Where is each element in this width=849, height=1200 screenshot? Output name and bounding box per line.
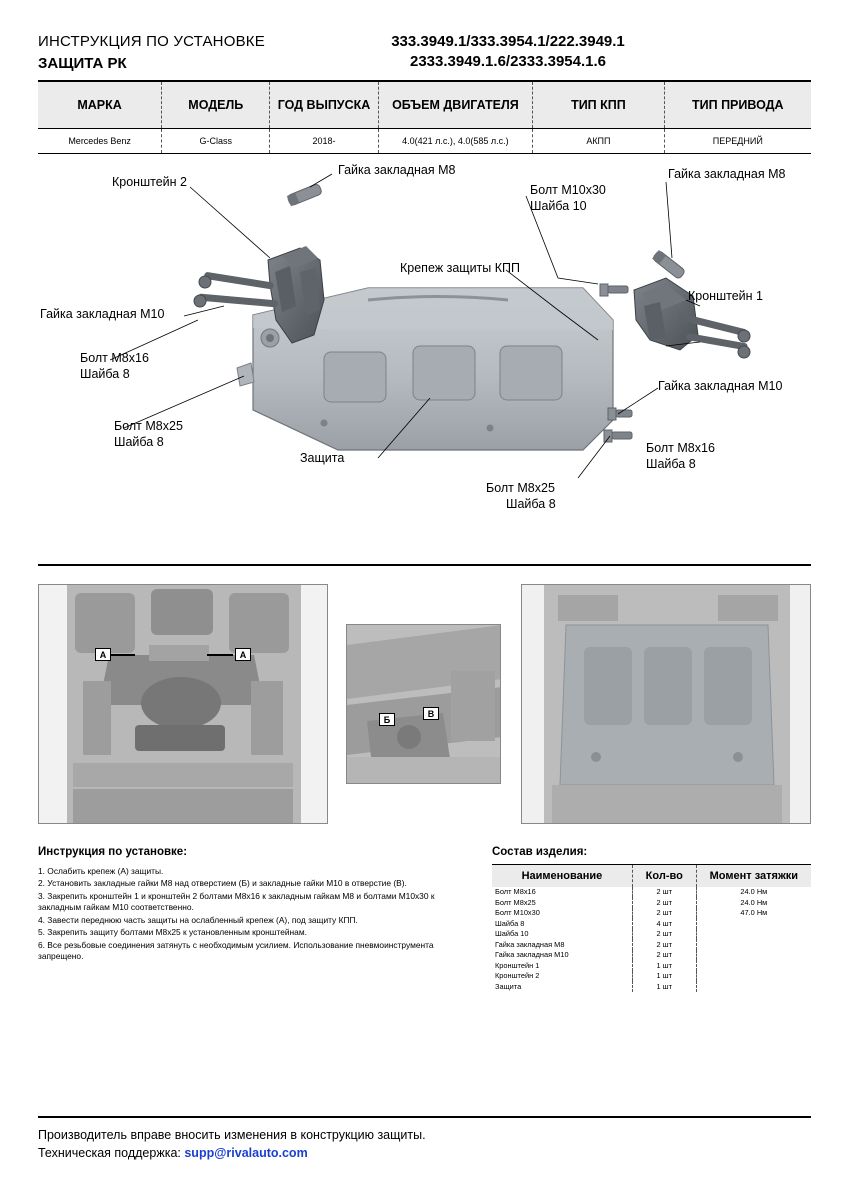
bom-torque xyxy=(696,981,811,992)
footer-divider xyxy=(38,1116,811,1118)
instruction-step-2: 2. Установить закладные гайки М8 над отверстием (Б) и закладные гайки М10 в отверстие (В). xyxy=(38,878,407,888)
spec-value-row xyxy=(38,128,811,153)
exploded-assembly-diagram xyxy=(38,160,811,560)
bom-qty: 1 шт xyxy=(632,960,696,971)
table-row xyxy=(492,950,811,961)
bom-torque xyxy=(696,918,811,929)
label-bolt-m8x25-left: Болт М8х25 xyxy=(114,418,183,433)
instructions-title: Инструкция по установке: xyxy=(38,845,188,858)
page-title: ИНСТРУКЦИЯ ПО УСТАНОВКЕ xyxy=(38,33,265,50)
table-row xyxy=(492,908,811,919)
label-bolt-m8x16-right: Болт М8х16 xyxy=(646,440,715,455)
table-row xyxy=(492,929,811,940)
bottom-section xyxy=(38,846,811,992)
spec-header-row xyxy=(38,82,811,128)
bom-qty: 2 шт xyxy=(632,908,696,919)
support-email-link[interactable]: supp@rivalauto.com xyxy=(184,1146,308,1160)
product-codes xyxy=(298,32,718,72)
label-washer-10: Шайба 10 xyxy=(530,198,587,213)
bom-header-row xyxy=(492,865,811,887)
bom-title: Состав изделия: xyxy=(492,845,588,858)
photo-installed-guard xyxy=(521,584,811,824)
spec-value-transmission: АКПП xyxy=(533,128,664,153)
bom-qty: 2 шт xyxy=(632,887,696,898)
spec-header-brand: МАРКА xyxy=(38,82,162,128)
instruction-step-4: 4. Завести переднюю часть защиты на ослабленный крепеж (А), под защиту КПП. xyxy=(38,914,358,925)
bom-qty: 4 шт xyxy=(632,918,696,929)
product-codes-line2: 2333.3949.1.6/2333.3954.1.6 xyxy=(409,53,607,70)
bom-name: Болт М10х30 xyxy=(492,908,632,919)
label-bracket-2: Кронштейн 2 xyxy=(112,174,187,189)
bom-header-qty: Кол-во xyxy=(632,865,696,887)
table-row xyxy=(492,887,811,898)
callout-a-left-arrow xyxy=(111,654,135,656)
label-washer-8-left-2: Шайба 8 xyxy=(114,434,164,449)
instruction-step-6: 6. Все резьбовые соединения затянуть с необходимым усилием. Использование пневмоинструмента запрещено. xyxy=(38,939,434,961)
bom-name: Болт М8х16 xyxy=(492,887,632,898)
spec-header-model: МОДЕЛЬ xyxy=(162,82,270,128)
callout-a-right: A xyxy=(235,648,251,661)
label-weld-nut-m10-left: Гайка закладная М10 xyxy=(40,306,165,321)
bom-torque xyxy=(696,971,811,982)
document-footer xyxy=(38,1116,811,1162)
footer-disclaimer: Производитель вправе вносить изменения в конструкцию защиты. xyxy=(38,1128,426,1142)
instruction-step-3: 3. Закрепить кронштейн 1 и кронштейн 2 болтами М8х16 к закладным гайкам М8 и болтами М10х30 к закладным гайкам М10 соответственно. xyxy=(38,890,435,912)
callout-a-left: A xyxy=(95,648,111,661)
table-row xyxy=(492,918,811,929)
table-row xyxy=(492,939,811,950)
bom-torque xyxy=(696,929,811,940)
bom-header-torque: Момент затяжки xyxy=(696,865,811,887)
bom-name: Гайка закладная М8 xyxy=(492,939,632,950)
bom-qty: 1 шт xyxy=(632,981,696,992)
label-bolt-m8x25-bottom: Болт М8х25 xyxy=(486,480,555,495)
bom-qty: 2 шт xyxy=(632,939,696,950)
label-gearbox-guard-fastener: Крепеж защиты КПП xyxy=(400,260,520,275)
label-weld-nut-m8-right: Гайка закладная М8 xyxy=(668,166,786,181)
diagram-divider xyxy=(38,564,811,566)
bom-torque xyxy=(696,939,811,950)
spec-header-engine: ОБЪЕМ ДВИГАТЕЛЯ xyxy=(378,82,533,128)
installation-instructions xyxy=(38,846,468,992)
bom-name: Кронштейн 1 xyxy=(492,960,632,971)
footer-support-label: Техническая поддержка: xyxy=(38,1146,181,1160)
bom-name: Гайка закладная М10 xyxy=(492,950,632,961)
bom-name: Кронштейн 2 xyxy=(492,971,632,982)
photo-underbody-front xyxy=(38,584,328,824)
product-name: ЗАЩИТА РК xyxy=(38,55,127,72)
bom-name: Шайба 8 xyxy=(492,918,632,929)
label-washer-8-left: Шайба 8 xyxy=(80,366,130,381)
bom-qty: 2 шт xyxy=(632,950,696,961)
label-bolt-m10x30: Болт М10х30 xyxy=(530,182,606,197)
label-weld-nut-m10-right: Гайка закладная М10 xyxy=(658,378,783,393)
label-washer-8-right: Шайба 8 xyxy=(646,456,696,471)
bom-qty: 1 шт xyxy=(632,971,696,982)
table-row xyxy=(492,897,811,908)
spec-value-drive: ПЕРЕДНИЙ xyxy=(664,128,811,153)
spec-header-year: ГОД ВЫПУСКА xyxy=(270,82,378,128)
bom-qty: 2 шт xyxy=(632,897,696,908)
bom-torque: 24.0 Нм xyxy=(740,887,768,896)
spec-header-drive: ТИП ПРИВОДА xyxy=(664,82,811,128)
spec-value-engine: 4.0(421 л.с.), 4.0(585 л.с.) xyxy=(378,128,533,153)
vehicle-spec-table xyxy=(38,81,811,154)
bom-qty: 2 шт xyxy=(632,929,696,940)
bom-name: Защита xyxy=(492,981,632,992)
callout-a-right-arrow xyxy=(207,654,233,656)
diagram-graphics xyxy=(38,160,811,560)
bom-name: Шайба 10 xyxy=(492,929,632,940)
table-row xyxy=(492,960,811,971)
bom-name: Болт М8х25 xyxy=(492,897,632,908)
table-row xyxy=(492,971,811,982)
photo-row xyxy=(38,584,811,824)
product-codes-line1: 333.3949.1/333.3954.1/222.3949.1 xyxy=(391,33,625,50)
label-washer-8-bottom: Шайба 8 xyxy=(506,496,556,511)
spec-value-model: G-Class xyxy=(162,128,270,153)
bill-of-materials xyxy=(492,846,811,992)
spec-value-year: 2018- xyxy=(270,128,378,153)
instruction-step-5: 5. Закрепить защиту болтами М8х25 к установленным кронштейнам. xyxy=(38,927,307,937)
bom-torque: 47.0 Нм xyxy=(740,908,768,917)
photo-frame-detail xyxy=(346,624,501,784)
label-weld-nut-m8-top: Гайка закладная М8 xyxy=(338,162,456,177)
bom-header-name: Наименование xyxy=(492,865,632,887)
table-row xyxy=(492,981,811,992)
bom-torque xyxy=(696,960,811,971)
callout-v: В xyxy=(423,707,439,720)
spec-value-brand: Mercedes Benz xyxy=(38,128,162,153)
document-header xyxy=(38,0,811,81)
label-bracket-1: Кронштейн 1 xyxy=(688,288,763,303)
header-divider xyxy=(38,80,811,81)
bom-torque xyxy=(696,950,811,961)
callout-b: Б xyxy=(379,713,395,726)
spec-header-transmission: ТИП КПП xyxy=(533,82,664,128)
bom-torque: 24.0 Нм xyxy=(740,897,768,907)
instruction-step-1: 1. Ослабить крепеж (А) защиты. xyxy=(38,865,164,876)
label-skid-plate: Защита xyxy=(300,450,345,465)
label-bolt-m8x16-left: Болт М8х16 xyxy=(80,350,149,365)
